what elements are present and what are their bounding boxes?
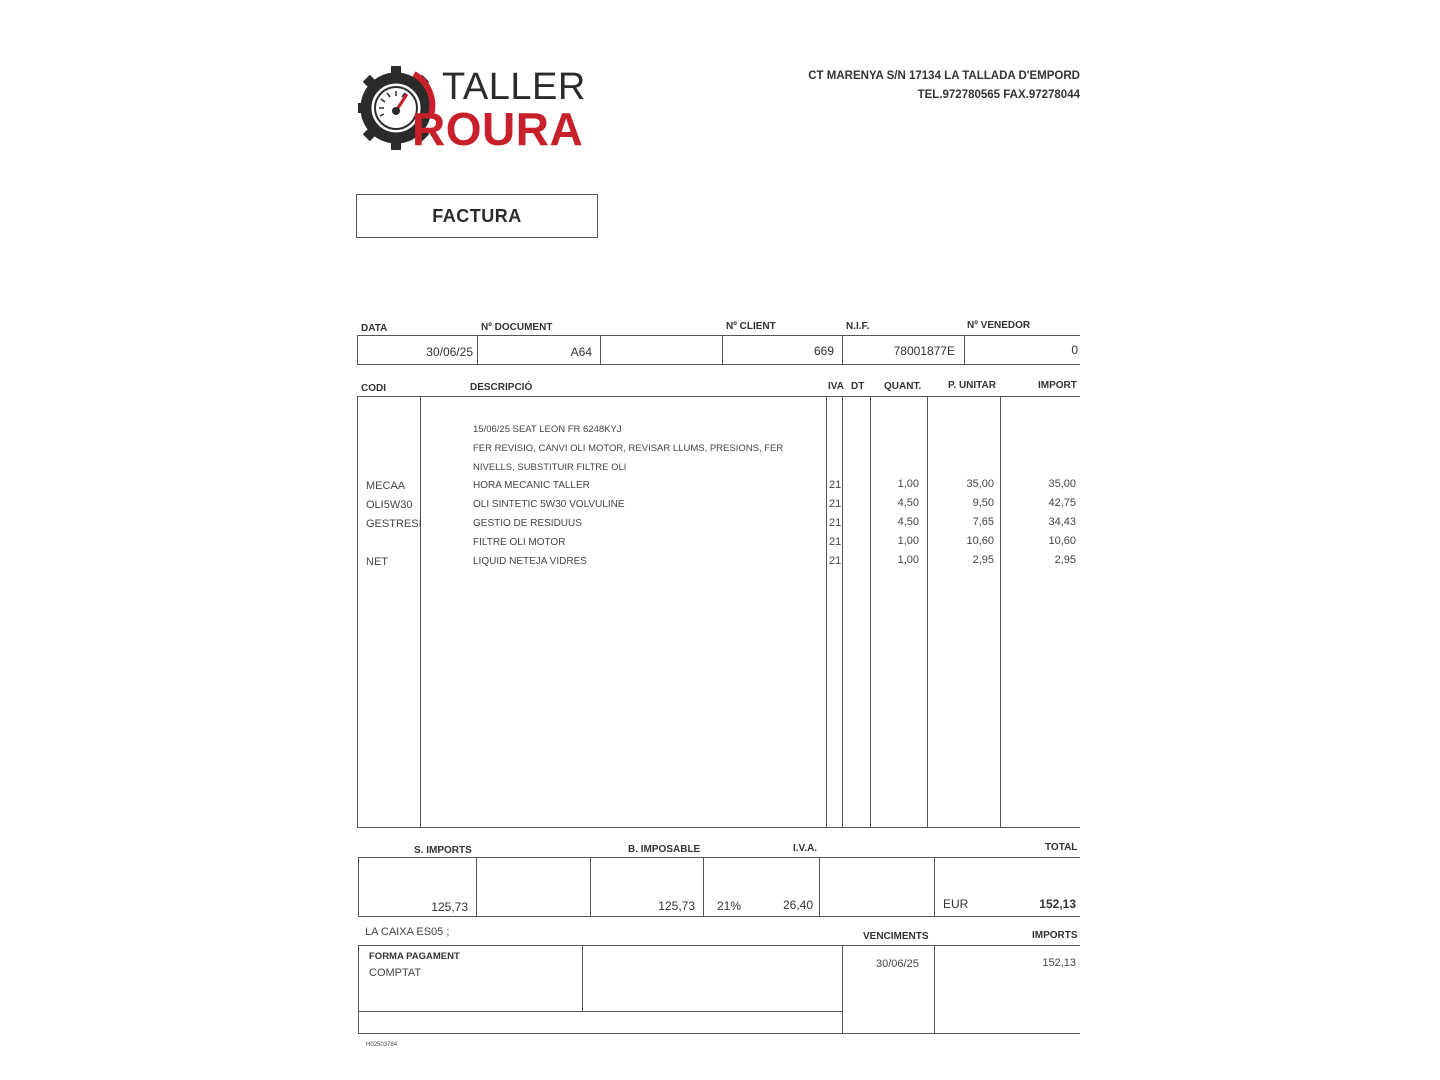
- item-amount: 10,60: [1048, 535, 1076, 547]
- item-vat: 21: [829, 498, 842, 510]
- logo-text-taller: TALLER: [442, 66, 586, 108]
- col-description-header: DESCRIPCIÓ: [470, 382, 533, 393]
- item-qty: 1,00: [897, 554, 919, 566]
- due-amount: 152,13: [1042, 957, 1076, 969]
- item-qty: 4,50: [897, 497, 919, 509]
- due-date: 30/06/25: [876, 958, 919, 970]
- vat-amount: 26,40: [782, 898, 813, 912]
- item-vat: 21: [829, 479, 842, 491]
- item-description: FILTRE OLI MOTOR: [473, 537, 566, 548]
- document-number: A64: [570, 345, 592, 359]
- item-amount: 34,43: [1048, 516, 1076, 528]
- sum-amount: 125,73: [431, 900, 468, 914]
- seller-number: 0: [1071, 343, 1078, 357]
- note-line: 15/06/25 SEAT LEON FR 6248KYJ: [473, 424, 622, 435]
- item-unit-price: 35,00: [966, 478, 994, 490]
- sum-label: S. IMPORTS: [414, 845, 472, 856]
- item-description: GESTIO DE RESIDUUS: [473, 518, 582, 529]
- client-nif: 78001877E: [893, 344, 955, 358]
- item-qty: 1,00: [897, 535, 919, 547]
- taxable-base-amount: 125,73: [658, 899, 695, 913]
- currency: EUR: [943, 897, 969, 911]
- item-code: OLI5W30: [366, 499, 413, 511]
- payment-method-label: FORMA PAGAMENT: [369, 951, 460, 962]
- item-vat: 21: [829, 555, 842, 567]
- col-code-header: CODI: [361, 383, 386, 394]
- document-title: FACTURA: [356, 194, 598, 238]
- item-code: GESTRESI: [366, 518, 422, 530]
- item-unit-price: 10,60: [966, 535, 994, 547]
- doc-number-label: Nº DOCUMENT: [481, 322, 553, 333]
- item-description: OLI SINTETIC 5W30 VOLVULINE: [473, 499, 625, 510]
- item-vat: 21: [829, 517, 842, 529]
- total-label: TOTAL: [1045, 842, 1078, 853]
- amounts-label: IMPORTS: [1032, 930, 1078, 941]
- company-address: CT MARENYA S/N 17134 LA TALLADA D'EMPORD: [808, 70, 1080, 82]
- item-amount: 42,75: [1048, 497, 1076, 509]
- taxable-base-label: B. IMPOSABLE: [628, 844, 701, 855]
- col-discount-header: DT: [851, 381, 865, 392]
- invoice-date: 30/06/25: [426, 345, 473, 359]
- seller-number-label: Nº VENEDOR: [967, 320, 1031, 331]
- item-code: NET: [366, 556, 388, 568]
- company-logo: [358, 62, 598, 154]
- item-unit-price: 9,50: [972, 497, 994, 509]
- vat-rate: 21%: [717, 899, 742, 913]
- item-qty: 4,50: [897, 516, 919, 528]
- item-amount: 35,00: [1048, 478, 1076, 490]
- item-amount: 2,95: [1054, 554, 1076, 566]
- col-qty-header: QUANT.: [884, 381, 922, 392]
- item-qty: 1,00: [897, 478, 919, 490]
- nif-label: N.I.F.: [846, 321, 870, 332]
- item-code: MECAA: [366, 480, 406, 492]
- note-line: FER REVISIO, CANVI OLI MOTOR, REVISAR LLUMS, PRESIONS, FER: [473, 443, 784, 454]
- item-unit-price: 2,95: [972, 554, 994, 566]
- col-unit-price-header: P. UNITAR: [948, 380, 996, 391]
- payment-method: COMPTAT: [369, 967, 422, 979]
- company-phone-fax: TEL.972780565 FAX.97278044: [917, 89, 1080, 101]
- item-vat: 21: [829, 536, 842, 548]
- client-number-label: Nº CLIENT: [726, 321, 776, 332]
- logo-text-roura: ROURA: [412, 103, 584, 155]
- item-description: HORA MECANIC TALLER: [473, 480, 590, 491]
- note-line: NIVELLS, SUBSTITUIR FILTRE OLI: [473, 462, 627, 473]
- vat-label: I.V.A.: [793, 843, 818, 854]
- item-unit-price: 7,65: [972, 516, 994, 528]
- client-number: 669: [813, 344, 834, 358]
- date-label: DATA: [361, 323, 388, 334]
- col-vat-header: IVA: [828, 381, 844, 392]
- col-amount-header: IMPORT: [1038, 380, 1077, 391]
- due-dates-label: VENCIMENTS: [863, 931, 929, 942]
- footer-code: H02503784: [366, 1042, 398, 1048]
- total-amount: 152,13: [1039, 897, 1076, 911]
- bank-account: LA CAIXA ES05 ;: [365, 926, 450, 938]
- item-description: LIQUID NETEJA VIDRES: [473, 556, 587, 567]
